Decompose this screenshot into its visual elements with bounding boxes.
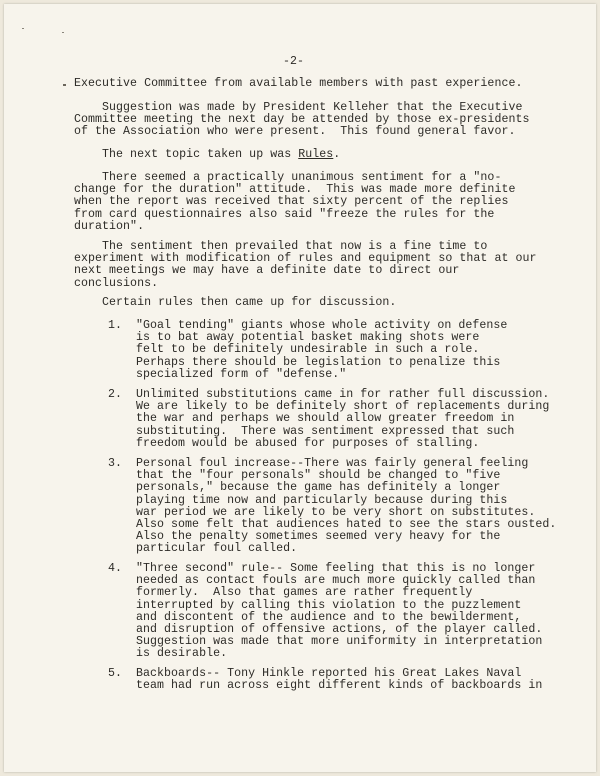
paragraph-sentiment (74, 172, 554, 233)
text-line: Perhaps there should be legislation to penalize this (136, 355, 501, 369)
list-item-number: 1. (108, 319, 123, 332)
text-line: Backboards-- Tony Hinkle reported his Great Lakes Naval (136, 667, 522, 680)
text-line: team had run across eight different kinds of backboards in (136, 679, 543, 693)
text-line: experiment with modification of rules and equipment so that at our (74, 252, 537, 266)
text-line: freedom would be abused for purposes of stalling. (136, 436, 480, 450)
paper-speck (62, 32, 64, 33)
paragraph-next-topic (74, 149, 554, 161)
paragraph-suggestion (74, 102, 554, 139)
text-line: the war and perhaps we should allow greater freedom in (136, 412, 515, 426)
text-line: is desirable. (136, 647, 228, 661)
text-line: Personal foul increase--There was fairly general feeling (136, 457, 529, 470)
paragraph-certain-rules (74, 297, 554, 309)
text-line: and discontent of the audience and to the bewilderment, (136, 610, 522, 624)
list-item-substitutions (136, 389, 556, 450)
text-line: substituting. There was sentiment expressed that such (136, 424, 515, 438)
text-line: playing time now and particularly because during this (136, 493, 508, 507)
list-item-number: 2. (108, 388, 123, 401)
margin-mark (63, 84, 66, 86)
list-item-number: 5. (108, 667, 123, 680)
list-item-goal-tending (136, 320, 556, 381)
text-line: Committee meeting the next day be attended by those ex-presidents (74, 113, 530, 127)
text-line: conclusions. (74, 276, 159, 290)
text-line: from card questionnaires also said "freeze the rules for the (74, 207, 495, 221)
text-line: and disruption of offensive actions, of the player called. (136, 623, 543, 637)
text-line: Also the penalty sometimes seemed very heavy for the (136, 530, 501, 544)
text-line: "Goal tending" giants whose whole activity on defense (136, 319, 508, 332)
text-line: formerly. Also that games are rather frequently (136, 586, 473, 600)
text-line: We are likely to be definitely short of replacements during (136, 400, 550, 414)
text-line: Suggestion was made by President Kelleher that the Executive (74, 101, 523, 114)
text-line: interrupted by calling this violation to the puzzlement (136, 598, 522, 612)
text-line: is to bat away potential basket making shots were (136, 331, 480, 345)
text-line (74, 149, 554, 161)
list-item-personal-foul (136, 458, 556, 556)
paper-speck (22, 28, 24, 29)
text-line: Unlimited substitutions came in for rather full discussion. (136, 388, 550, 401)
page-number: -2- (283, 55, 305, 68)
text-line: The sentiment then prevailed that now is a fine time to (74, 240, 488, 253)
text-line: duration". (74, 219, 145, 233)
text-line: Executive Committee from available members with past experience. (74, 77, 523, 90)
text-line: Certain rules then came up for discussion. (74, 296, 397, 309)
list-item-three-second (136, 563, 556, 661)
text-line: Suggestion was made that more uniformity in interpretation (136, 635, 543, 649)
text-line: that the "four personals" should be changed to "five (136, 469, 501, 483)
text-line: next meetings we may have a definite date to direct our (74, 264, 460, 278)
paragraph-continuation (74, 78, 554, 90)
list-item-number: 4. (108, 562, 123, 575)
text-line: war period we are likely to be very short on substitutes. (136, 505, 536, 519)
text-line: when the report was received that sixty percent of the replies (74, 195, 509, 209)
text-line: particular foul called. (136, 542, 298, 556)
text-line: of the Association who were present. This found general favor. (74, 125, 516, 139)
text-line: "Three second" rule-- Some feeling that this is no longer (136, 562, 536, 575)
text-line: change for the duration" attitude. This was made more definite (74, 183, 516, 197)
list-item-number: 3. (108, 457, 123, 470)
list-item-backboards (136, 668, 556, 692)
text-line: felt to be definitely undesirable in such a role. (136, 343, 480, 357)
topic-rules-underlined: Rules (298, 148, 334, 161)
text-line: Also some felt that audiences hated to see the stars ousted. (136, 518, 557, 532)
topic-lead: The next topic taken up was (74, 148, 299, 161)
text-line: personals," because the game has definitely a longer (136, 481, 501, 495)
text-line: needed as contact fouls are much more quickly called than (136, 574, 536, 588)
paragraph-experiment (74, 241, 554, 290)
topic-tail: . (333, 148, 341, 161)
text-line: specialized form of "defense." (136, 367, 347, 381)
text-line: There seemed a practically unanimous sentiment for a "no- (74, 171, 502, 184)
